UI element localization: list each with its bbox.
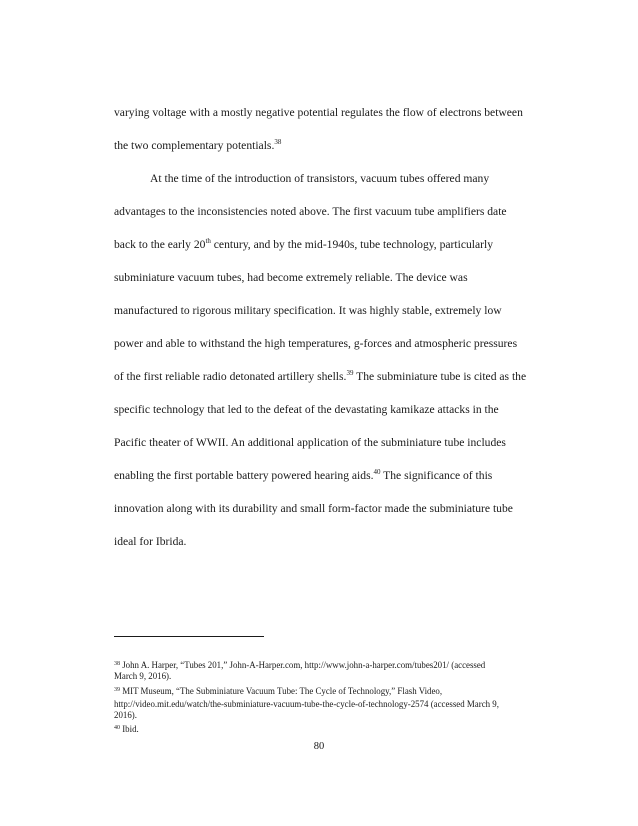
footnote-38-continued (114, 671, 171, 682)
body-line-4 (114, 205, 507, 219)
body-text: The subminiature tube is cited as the (353, 370, 527, 383)
footnote-number: 38 (114, 661, 120, 667)
footnote-40 (114, 724, 139, 735)
footnote-39-continued (114, 710, 137, 721)
body-line-10 (114, 403, 499, 417)
body-line-12 (114, 469, 492, 483)
body-line-13 (114, 502, 513, 516)
body-line-9 (114, 370, 526, 384)
footnote-text: John A. Harper, “Tubes 201,” John-A-Harper.com, http://www.john-a-harper.com/tubes201/ (accessed (120, 660, 486, 670)
footnote-text: http://video.mit.edu/watch/the-subminiature-vacuum-tube-the-cycle-of-technology-2574 (accessed March 9, (114, 699, 499, 709)
body-text: back to the early 20 (114, 238, 206, 251)
footnote-ref-39: 39 (346, 369, 354, 377)
ordinal-superscript: th (205, 237, 211, 245)
body-text: ideal for Ibrida. (114, 535, 187, 548)
body-text: the two complementary potentials. (114, 139, 275, 152)
body-text: century, and by the mid-1940s, tube technology, particularly (210, 238, 494, 251)
body-text: specific technology that led to the defeat of the devastating kamikaze attacks in the (114, 403, 499, 416)
footnote-38 (114, 660, 485, 671)
body-line-6 (114, 271, 468, 285)
body-text: subminiature vacuum tubes, had become extremely reliable. The device was (114, 271, 468, 284)
body-line-5 (114, 238, 493, 252)
body-line-7 (114, 304, 502, 318)
footnote-text: March 9, 2016). (114, 671, 172, 681)
footnote-39-continued (114, 699, 499, 710)
body-line-3-paragraph-start (150, 172, 489, 186)
body-text: enabling the first portable battery powered hearing aids. (114, 469, 374, 482)
page-number: 80 (313, 741, 325, 752)
body-text: Pacific theater of WWII. An additional application of the subminiature tube includes (114, 436, 506, 449)
body-line-1 (114, 106, 523, 120)
footnote-ref-40: 40 (373, 468, 381, 476)
body-text: manufactured to rigorous military specification. It was highly stable, extremely low (114, 304, 502, 317)
footnote-text: 2016). (114, 710, 137, 720)
body-line-11 (114, 436, 506, 450)
footnote-text: MIT Museum, “The Subminiature Vacuum Tube: The Cycle of Technology,” Flash Video, (120, 686, 443, 696)
footnote-number: 39 (114, 687, 120, 693)
body-text: power and able to withstand the high temperatures, g-forces and atmospheric pressures (114, 337, 518, 350)
footnote-text: Ibid. (120, 724, 139, 734)
body-text: varying voltage with a mostly negative potential regulates the flow of electrons between (114, 106, 523, 119)
body-text: of the first reliable radio detonated artillery shells. (114, 370, 347, 383)
footnote-separator (114, 636, 264, 637)
body-text: innovation along with its durability and small form-factor made the subminiature tube (114, 502, 513, 515)
footnote-number: 40 (114, 725, 120, 731)
body-line-2 (114, 139, 281, 153)
body-line-14 (114, 535, 186, 549)
body-text: advantages to the inconsistencies noted above. The first vacuum tube amplifiers date (114, 205, 507, 218)
footnote-ref-38: 38 (274, 138, 282, 146)
footnote-39 (114, 686, 442, 697)
body-line-8 (114, 337, 517, 351)
body-text: The significance of this (380, 469, 493, 482)
body-text: At the time of the introduction of transistors, vacuum tubes offered many (150, 172, 490, 185)
